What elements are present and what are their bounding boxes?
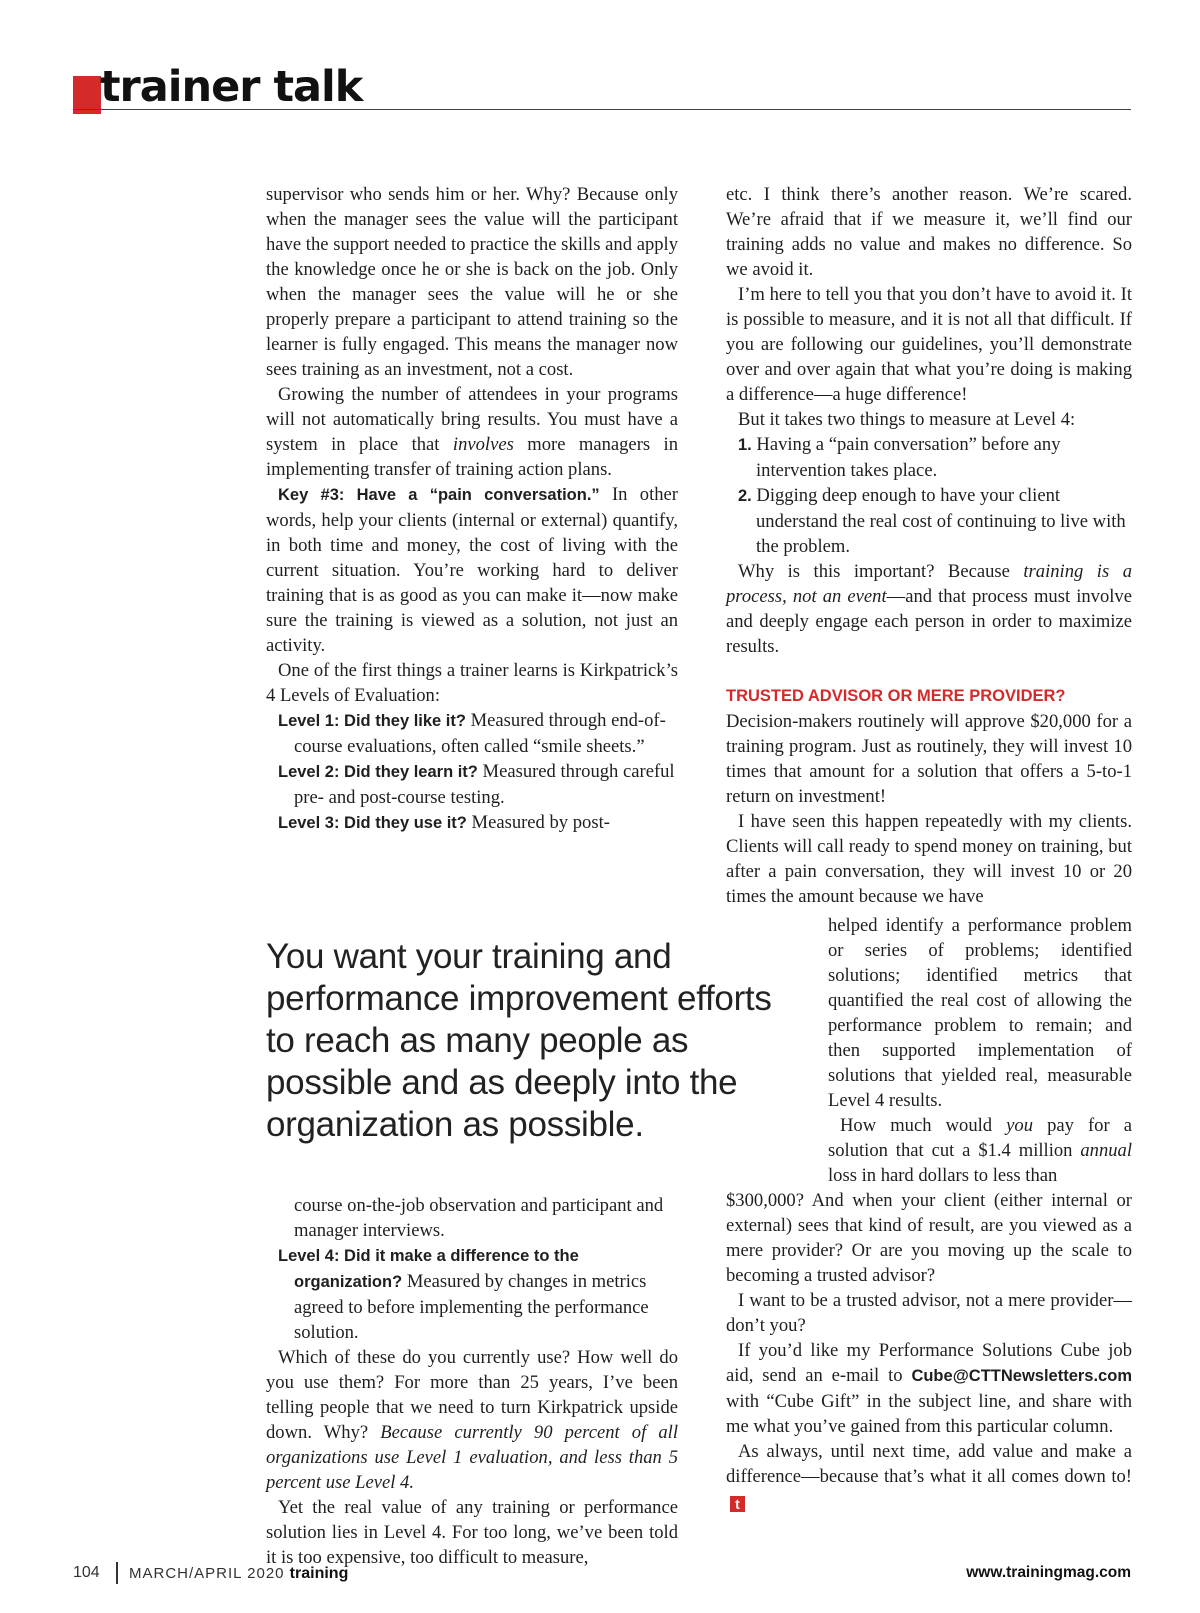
key-3-paragraph: Key #3: Have a “pain conversation.” In other words, help your clients (internal or external) quantify, in both time and money, the cost of living with the current situation. You’re working hard to deliver training that is as good as you can make it—now make sure the training is viewed as a solution, not just an activity. xyxy=(266,484,678,656)
issue-date: MARCH/APRIL 2020 training xyxy=(129,1565,349,1582)
section-title: trainer talk xyxy=(100,62,363,112)
paragraph: helped identify a performance problem or series of problems; identified solutions; identified metrics that quantified the real cost of allowing the performance problem to remain; and then supported implementation of solutions that yielded real, measurable Level 4 results. xyxy=(828,915,1132,1111)
paragraph: Growing the number of attendees in your programs will not automatically bring results. You must have a system in place that involves more managers in implementing transfer of training action plans. xyxy=(266,384,679,480)
level-1-item: Level 1: Did they like it? Measured through end-of-course evaluations, often called “smile sheets.” xyxy=(278,710,666,757)
paragraph: Decision-makers routinely will approve $20,000 for a training program. Just as routinely, they will invest 10 times that amount for a solution that offers a 5-to-1 return on investment! xyxy=(726,711,1132,807)
page-header xyxy=(73,62,1131,114)
numbered-item-2: 2. Digging deep enough to have your client understand the real cost of continuing to live with the problem. xyxy=(738,485,1126,557)
paragraph: One of the first things a trainer learns is Kirkpatrick’s 4 Levels of Evaluation: xyxy=(266,660,678,706)
pull-quote: You want your training and performance improvement efforts to reach as many people as possible and as deeply into the organization as possible. xyxy=(266,937,772,1144)
paragraph: But it takes two things to measure at Level 4: xyxy=(738,409,1076,430)
paragraph: I want to be a trusted advisor, not a mere provider—don’t you? xyxy=(726,1290,1132,1336)
paragraph: How much would you pay for a solution that cut a $1.4 million annual loss in hard dollars to less than xyxy=(828,1115,1132,1186)
paragraph: $300,000? And when your client (either internal or external) sees that kind of result, are you viewed as a mere provider? Or are you moving up the scale to becoming a trusted advisor? xyxy=(726,1190,1132,1286)
level-3-continued: course on-the-job observation and participant and manager interviews. xyxy=(294,1195,664,1241)
level-4-item: Level 4: Did it make a difference to the organization? Measured by changes in metrics agreed to before implementing the performance solution. xyxy=(278,1247,649,1343)
paragraph: Yet the real value of any training or performance solution lies in Level 4. For too long, we’ve been told it is too expensive, too difficult to measure, xyxy=(266,1497,678,1568)
numbered-item-1: 1. Having a “pain conversation” before any intervention takes place. xyxy=(738,434,1061,481)
paragraph: etc. I think there’s another reason. We’re scared. We’re afraid that if we measure it, we’ll find our training adds no value and makes no difference. So we avoid it. xyxy=(726,184,1132,280)
section-heading: TRUSTED ADVISOR OR MERE PROVIDER? xyxy=(726,687,1066,705)
email-address: Cube@CTTNewsletters.com xyxy=(911,1367,1132,1385)
level-2-item: Level 2: Did they learn it? Measured through careful pre- and post-course testing. xyxy=(278,761,675,808)
level-3-item: Level 3: Did they use it? Measured by post- xyxy=(278,812,610,833)
paragraph: supervisor who sends him or her. Why? Because only when the manager sees the value will the participant have the support needed to practice the skills and apply the knowledge once he or she is back on the job. Only when the manager sees the value will he or she properly prepare a participant to attend training so the learner is fully engaged. This means the manager now sees training as an investment, not a cost. xyxy=(266,184,678,380)
left-column-bottom xyxy=(266,1193,678,1570)
left-column-top xyxy=(266,182,678,836)
footer-divider xyxy=(116,1562,118,1584)
paragraph: Which of these do you currently use? How well do you use them? For more than 25 years, I’ve been telling people that we need to turn Kirkpatrick upside down. Why? Because currently 90 percent of all organizations use Level 1 evaluation, and less than 5 percent use Level 4. xyxy=(266,1347,679,1493)
paragraph: Why is this important? Because training is a process, not an event—and that process must involve and deeply engage each person in order to maximize results. xyxy=(726,561,1132,657)
right-column-bottom xyxy=(726,1188,1132,1514)
paragraph: If you’d like my Performance Solutions Cube job aid, send an e-mail to Cube@CTTNewsletters.com with “Cube Gift” in the subject line, and share with me what you’ve gained from this particular column. xyxy=(726,1340,1132,1437)
magazine-name: training xyxy=(289,1565,349,1582)
header-rule xyxy=(73,109,1131,110)
end-mark-icon: t xyxy=(730,1496,745,1512)
page-footer xyxy=(73,1562,1131,1586)
key-3-label: Key #3: Have a “pain conversation.” xyxy=(278,486,600,504)
website-link[interactable]: www.trainingmag.com xyxy=(966,1564,1131,1581)
paragraph: I have seen this happen repeatedly with my clients. Clients will call ready to spend money on training, but after a pain conversation, they will invest 10 or 20 times the amount because we have xyxy=(726,811,1132,907)
right-column-inset xyxy=(828,913,1132,1188)
paragraph: I’m here to tell you that you don’t have to avoid it. It is possible to measure, and it is not all that difficult. If you are following our guidelines, you’ll demonstrate over and over again that what you’re doing is making a difference—a huge difference! xyxy=(726,284,1132,405)
right-column-top xyxy=(726,182,1132,909)
paragraph: As always, until next time, add value and make a difference—because that’s what it all comes down to!t xyxy=(726,1441,1132,1512)
page-number: 104 xyxy=(73,1564,100,1581)
